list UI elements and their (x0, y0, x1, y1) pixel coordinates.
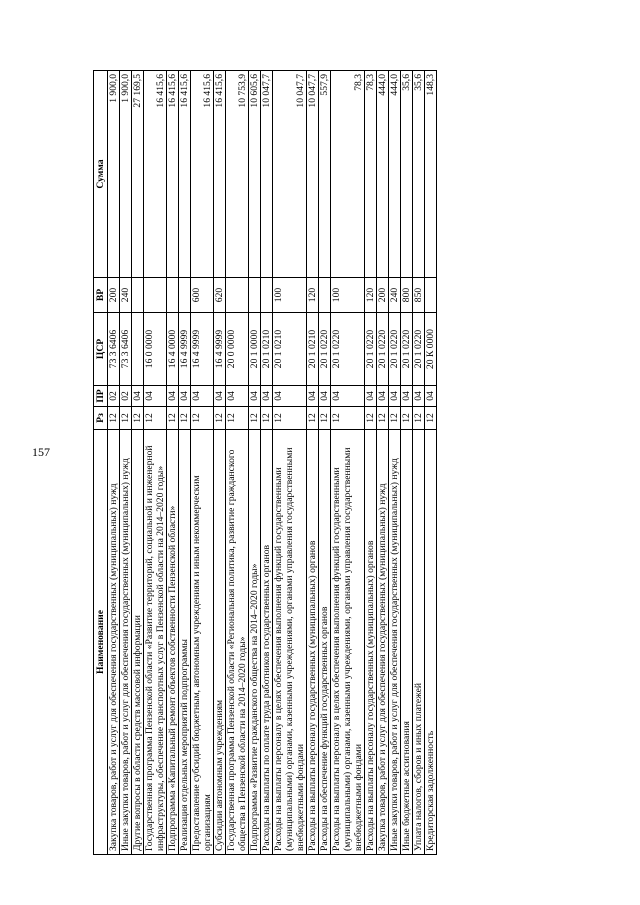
cell-rz: 12 (319, 407, 331, 430)
cell-name: Закупка товаров, работ и услуг для обеспечения государственных (муниципальных) нужд (377, 430, 389, 855)
cell-pr: 04 (261, 386, 273, 407)
cell-sum: 35,6 (401, 71, 413, 278)
cell-vr (167, 278, 179, 313)
table-row (249, 71, 261, 855)
cell-sum: 1 900,0 (120, 71, 132, 278)
cell-pr: 04 (401, 386, 413, 407)
cell-pr: 04 (389, 386, 401, 407)
table-row (132, 71, 144, 855)
cell-pr: 04 (377, 386, 389, 407)
cell-name: Иные закупки товаров, работ и услуг для обеспечения государственных (муниципальных) нужд (120, 430, 132, 855)
cell-rz: 12 (179, 407, 191, 430)
cell-sum: 444,0 (389, 71, 401, 278)
cell-rz: 12 (261, 407, 273, 430)
cell-rz: 12 (401, 407, 413, 430)
cell-vr: 850 (413, 278, 425, 313)
table-row (307, 71, 319, 855)
cell-sum: 35,6 (413, 71, 425, 278)
cell-name: Уплата налогов, сборов и иных платежей (413, 430, 425, 855)
cell-rz: 12 (377, 407, 389, 430)
cell-vr: 100 (273, 278, 307, 313)
table-body (108, 71, 437, 855)
cell-sum: 10 047,7 (307, 71, 319, 278)
cell-name: Государственная программа Пензенской области «Развитие территорий, социальной и инженерной инфраструктуры, обеспечение транспортных услуг в Пензенской области на 2014–2020 годы» (144, 430, 167, 855)
cell-pr: 04 (226, 386, 249, 407)
cell-pr: 04 (307, 386, 319, 407)
header-vr: ВР (94, 278, 108, 313)
budget-table (93, 70, 437, 855)
cell-sum: 78,3 (365, 71, 377, 278)
cell-rz: 12 (214, 407, 226, 430)
cell-name: Реализация отдельных мероприятий подпрограммы (179, 430, 191, 855)
cell-csr: 20 1 0210 (273, 313, 307, 386)
header-rz: Рз (94, 407, 108, 430)
cell-name: Расходы на выплаты персоналу государственных (муниципальных) органов (365, 430, 377, 855)
table-row (413, 71, 425, 855)
cell-csr: 20 0 0000 (226, 313, 249, 386)
cell-sum: 10 047,7 (273, 71, 307, 278)
cell-csr: 20 1 0220 (319, 313, 331, 386)
table-row (331, 71, 365, 855)
cell-csr: 20 1 0220 (377, 313, 389, 386)
cell-rz: 12 (167, 407, 179, 430)
cell-pr: 04 (273, 386, 307, 407)
cell-rz: 12 (120, 407, 132, 430)
cell-vr (319, 278, 331, 313)
table-row (108, 71, 120, 855)
cell-csr: 73 3 6406 (108, 313, 120, 386)
cell-name: Подпрограмма «Капитальный ремонт объектов собственности Пензенской области» (167, 430, 179, 855)
cell-pr: 04 (413, 386, 425, 407)
cell-sum: 444,0 (377, 71, 389, 278)
table-row (365, 71, 377, 855)
cell-sum: 10 047,7 (261, 71, 273, 278)
cell-sum: 557,9 (319, 71, 331, 278)
header-pr: ПР (94, 386, 108, 407)
table-row (226, 71, 249, 855)
cell-csr: 16 4 9999 (214, 313, 226, 386)
table-row (377, 71, 389, 855)
header-csr: ЦСР (94, 313, 108, 386)
cell-name: Кредиторская задолженность (425, 430, 437, 855)
cell-vr: 120 (365, 278, 377, 313)
cell-csr: 20 1 0210 (261, 313, 273, 386)
cell-csr: 20 1 0210 (307, 313, 319, 386)
cell-rz: 12 (365, 407, 377, 430)
cell-sum: 16 415,6 (144, 71, 167, 278)
cell-pr: 04 (214, 386, 226, 407)
table-row (144, 71, 167, 855)
cell-name: Государственная программа Пензенской области «Региональная политика, развитие гражданского общества в Пензенской области на 2014–2020 годы» (226, 430, 249, 855)
cell-name: Субсидии автономным учреждениям (214, 430, 226, 855)
cell-vr (226, 278, 249, 313)
cell-csr: 16 4 0000 (167, 313, 179, 386)
cell-pr: 04 (425, 386, 437, 407)
cell-pr: 04 (191, 386, 214, 407)
cell-csr: 20 К 0000 (425, 313, 437, 386)
table-row (389, 71, 401, 855)
cell-csr: 73 3 6406 (120, 313, 132, 386)
cell-rz: 12 (249, 407, 261, 430)
cell-vr: 240 (120, 278, 132, 313)
cell-rz: 12 (226, 407, 249, 430)
cell-rz: 12 (191, 407, 214, 430)
cell-name: Расходы на выплаты персоналу государственных (муниципальных) органов (307, 430, 319, 855)
table-header-row (94, 71, 108, 855)
cell-name: Иные закупки товаров, работ и услуг для обеспечения государственных (муниципальных) нужд (389, 430, 401, 855)
header-name: Наименование (94, 430, 108, 855)
cell-csr: 20 1 0220 (331, 313, 365, 386)
cell-pr: 04 (249, 386, 261, 407)
table-row (261, 71, 273, 855)
cell-name: Предоставление субсидий бюджетным, автономным учреждениям и иным некоммерческим организациям (191, 430, 214, 855)
cell-pr: 02 (108, 386, 120, 407)
cell-vr: 800 (401, 278, 413, 313)
table-row (401, 71, 413, 855)
table-row (319, 71, 331, 855)
cell-sum: 10 605,6 (249, 71, 261, 278)
cell-vr (425, 278, 437, 313)
cell-rz: 12 (273, 407, 307, 430)
cell-sum: 27 169,5 (132, 71, 144, 278)
cell-csr: 16 0 0000 (144, 313, 167, 386)
cell-pr: 04 (179, 386, 191, 407)
cell-vr: 200 (108, 278, 120, 313)
cell-name: Иные бюджетные ассигнования (401, 430, 413, 855)
cell-vr: 120 (307, 278, 319, 313)
cell-vr (132, 278, 144, 313)
table-row (191, 71, 214, 855)
table-row (167, 71, 179, 855)
cell-pr: 04 (132, 386, 144, 407)
cell-vr (144, 278, 167, 313)
cell-name: Подпрограмма «Развитие гражданского общества на 2014–2020 годы» (249, 430, 261, 855)
cell-name: Расходы на выплаты персоналу в целях обеспечения выполнения функций государственными (муниципальными) органами, казенными учреждениями, органами управления государственными внебюджетными фондами (331, 430, 365, 855)
header-sum: Сумма (94, 71, 108, 278)
cell-pr: 04 (365, 386, 377, 407)
cell-sum: 148,3 (425, 71, 437, 278)
table-row (179, 71, 191, 855)
cell-name: Другие вопросы в области средств массовой информации (132, 430, 144, 855)
cell-rz: 12 (389, 407, 401, 430)
cell-pr: 02 (120, 386, 132, 407)
cell-csr: 20 1 0220 (389, 313, 401, 386)
table-row (425, 71, 437, 855)
cell-sum: 78,3 (331, 71, 365, 278)
rotated-table-container (93, 70, 585, 855)
cell-pr: 04 (167, 386, 179, 407)
cell-sum: 16 415,6 (167, 71, 179, 278)
cell-csr: 20 1 0220 (365, 313, 377, 386)
cell-vr: 240 (389, 278, 401, 313)
cell-name: Закупка товаров, работ и услуг для обеспечения государственных (муниципальных) нужд (108, 430, 120, 855)
cell-vr: 620 (214, 278, 226, 313)
cell-name: Расходы на выплаты персоналу в целях обеспечения выполнения функций государственными (муниципальными) органами, казенными учреждениями, органами управления государственными внебюджетными фондами (273, 430, 307, 855)
cell-pr: 04 (331, 386, 365, 407)
cell-rz: 12 (331, 407, 365, 430)
cell-csr: 20 1 0220 (401, 313, 413, 386)
cell-vr: 200 (377, 278, 389, 313)
cell-csr: 16 4 9999 (179, 313, 191, 386)
cell-name: Расходы на обеспечение функций государственных органов (319, 430, 331, 855)
cell-vr (249, 278, 261, 313)
cell-vr: 600 (191, 278, 214, 313)
table-row (120, 71, 132, 855)
cell-rz: 12 (307, 407, 319, 430)
cell-vr (261, 278, 273, 313)
table-row (214, 71, 226, 855)
page-number: 157 (32, 445, 50, 459)
cell-sum: 16 415,6 (214, 71, 226, 278)
cell-csr (132, 313, 144, 386)
cell-sum: 16 415,6 (179, 71, 191, 278)
cell-pr: 04 (319, 386, 331, 407)
cell-rz: 12 (132, 407, 144, 430)
cell-name: Расходы на выплаты по оплате труда работников государственных органов (261, 430, 273, 855)
cell-pr: 04 (144, 386, 167, 407)
cell-sum: 10 753,9 (226, 71, 249, 278)
cell-sum: 16 415,6 (191, 71, 214, 278)
cell-rz: 12 (413, 407, 425, 430)
cell-rz: 12 (425, 407, 437, 430)
cell-rz: 12 (108, 407, 120, 430)
cell-vr: 100 (331, 278, 365, 313)
cell-vr (179, 278, 191, 313)
cell-csr: 20 1 0000 (249, 313, 261, 386)
cell-csr: 16 4 9999 (191, 313, 214, 386)
cell-csr: 20 1 0220 (413, 313, 425, 386)
cell-sum: 1 900,0 (108, 71, 120, 278)
table-row (273, 71, 307, 855)
cell-rz: 12 (144, 407, 167, 430)
